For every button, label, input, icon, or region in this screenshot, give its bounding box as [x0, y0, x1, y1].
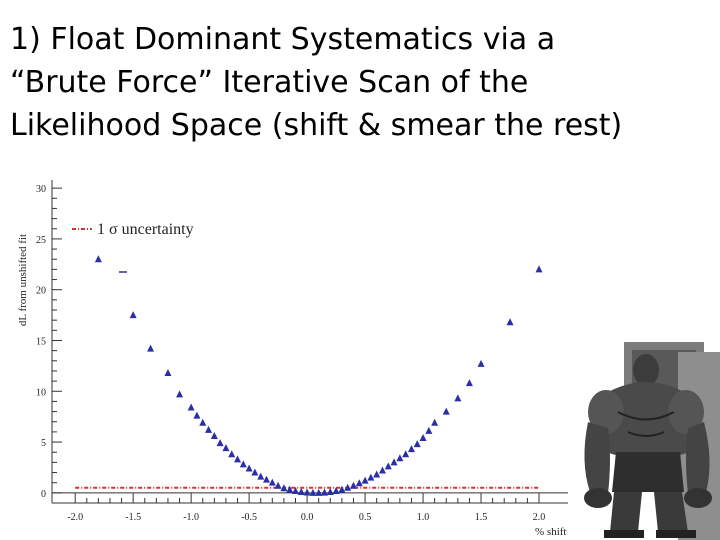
title-line-1: 1) Float Dominant Systematics via a	[10, 22, 556, 57]
data-point	[402, 450, 409, 457]
data-point	[350, 482, 357, 489]
x-tick-label: -1.5	[125, 512, 142, 523]
y-tick-label: 5	[41, 438, 46, 450]
data-point	[211, 432, 218, 439]
data-point	[379, 466, 386, 473]
legend-label: 1 σ uncertainty	[97, 221, 194, 238]
x-tick-label: 2.0	[532, 512, 546, 523]
y-tick-label: 25	[36, 234, 46, 246]
data-point	[240, 460, 247, 467]
data-point	[193, 412, 200, 419]
data-point	[269, 479, 276, 486]
data-point	[478, 360, 485, 367]
data-point	[176, 390, 183, 397]
data-point	[95, 255, 102, 262]
x-tick-label: -1.0	[183, 512, 200, 523]
data-point	[263, 476, 270, 483]
scan-points	[95, 255, 543, 496]
data-point	[205, 426, 212, 433]
data-point	[431, 419, 438, 426]
data-point	[443, 408, 450, 415]
x-axis-label: % shift	[535, 526, 567, 538]
data-point	[536, 265, 543, 272]
data-point	[408, 445, 415, 452]
data-point	[385, 462, 392, 469]
data-point	[257, 473, 264, 480]
data-point	[188, 404, 195, 411]
y-tick-label: 30	[36, 184, 46, 196]
data-point	[321, 489, 328, 496]
data-point	[362, 477, 369, 484]
data-point	[373, 471, 380, 478]
x-tick-label: 1.0	[416, 512, 430, 523]
y-tick-label: 15	[36, 336, 46, 348]
x-tick-label: 1.5	[474, 512, 488, 523]
x-tick-label: 0.0	[300, 512, 314, 523]
data-point	[356, 479, 363, 486]
data-point	[234, 455, 241, 462]
data-point	[304, 489, 311, 496]
slide-title	[10, 18, 710, 147]
data-point	[414, 440, 421, 447]
data-point	[466, 379, 473, 386]
likelihood-scan-chart	[0, 170, 580, 540]
data-point	[425, 427, 432, 434]
data-point	[199, 419, 206, 426]
title-line-3: Likelihood Space (shift & smear the rest)	[10, 108, 623, 143]
x-tick-label: -2.0	[67, 512, 84, 523]
data-point	[130, 311, 137, 318]
data-point	[164, 369, 171, 376]
y-tick-label: 10	[36, 387, 46, 399]
data-point	[251, 469, 258, 476]
y-tick-label: 0	[41, 488, 46, 500]
y-axis-ticks	[36, 184, 62, 500]
data-point	[228, 450, 235, 457]
data-point	[391, 458, 398, 465]
data-point	[217, 439, 224, 446]
data-point	[367, 474, 374, 481]
data-point	[396, 454, 403, 461]
data-point	[246, 464, 253, 471]
data-point	[507, 318, 514, 325]
x-tick-label: -0.5	[241, 512, 258, 523]
data-point	[275, 482, 282, 489]
data-point	[454, 394, 461, 401]
legend	[72, 221, 194, 238]
x-tick-label: 0.5	[358, 512, 372, 523]
data-point	[420, 434, 427, 441]
hulk-figure-image	[578, 342, 720, 540]
data-point	[298, 488, 305, 495]
data-point	[222, 444, 229, 451]
y-axis-label: dL from unshifted fit	[17, 233, 29, 327]
title-line-2: “Brute Force” Iterative Scan of the	[10, 65, 529, 100]
data-point	[280, 484, 287, 491]
y-tick-label: 20	[36, 285, 46, 297]
data-point	[147, 345, 154, 352]
x-axis-ticks	[67, 493, 545, 523]
